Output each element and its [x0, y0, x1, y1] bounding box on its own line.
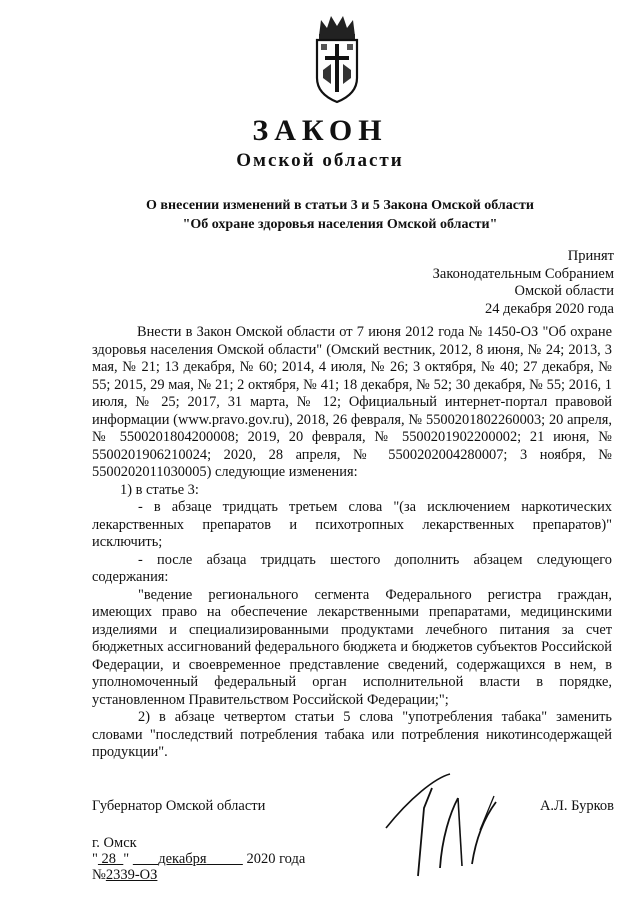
- law-body: [92, 324, 612, 762]
- body-paragraph: - после абзаца тридцать шестого дополнить абзацем следующего содержания:: [92, 551, 612, 585]
- issue-date: [92, 851, 305, 868]
- signatory-position: Губернатор Омской области: [92, 798, 266, 814]
- adoption-line2: Законодательным Собранием: [432, 265, 614, 282]
- date-quote-open: ": [92, 851, 98, 867]
- date-month: декабря: [158, 851, 207, 867]
- body-paragraph: "ведение регионального сегмента Федерального регистра граждан, имеющих право на обеспечение лекарственными препаратами, медицинскими изделиями и специализированными продуктами лечебного питания за счет бюджетных ассигнований федерального бюджета и бюджетов субъектов Российской Федерации, и своевременное представление сведений, содержащихся в нем, в уполномоченный федеральный орган исполнительной власти в порядке, установленном Правительством Российской Федерации;";: [92, 586, 612, 708]
- date-quote-close: ": [123, 851, 130, 867]
- signatory-name: А.Л. Бурков: [539, 798, 614, 814]
- adoption-date: 24 декабря 2020 года: [485, 300, 614, 317]
- adoption-line1: Принят: [567, 248, 614, 264]
- law-number: [92, 867, 157, 884]
- law-number-sign: №: [92, 867, 106, 883]
- law-number-value: 2339-ОЗ: [105, 867, 158, 883]
- body-paragraph: - в абзаце тридцать третьем слова "(за исключением наркотических лекарственных препаратов и психотропных лекарственных препаратов)" исключить;: [92, 499, 612, 550]
- body-paragraph: 2) в абзаце четвертом статьи 5 слова "употребления табака" заменить словами "последствий потребления табака или потребления никотинсодержащей продукции".: [92, 709, 612, 760]
- law-region: Омской области: [236, 150, 404, 171]
- date-year: 2020 года: [246, 851, 306, 867]
- adoption-line3: Омской области: [514, 283, 614, 299]
- law-heading: [130, 196, 550, 234]
- law-title: ЗАКОН: [252, 114, 388, 147]
- coat-of-arms-icon: [307, 12, 367, 104]
- handwritten-signature: [380, 768, 500, 878]
- law-heading-line1: О внесении изменений в статьи 3 и 5 Закона Омской области: [146, 198, 534, 213]
- body-paragraph: 1) в статье 3:: [120, 481, 199, 498]
- date-day: 28: [101, 851, 117, 867]
- adoption-block: [433, 248, 614, 318]
- issue-place: г. Омск: [92, 835, 137, 851]
- law-heading-line2: "Об охране здоровья населения Омской области": [182, 217, 498, 232]
- body-paragraph: Внести в Закон Омской области от 7 июня 2012 года № 1450-ОЗ "Об охране здоровья населения Омской области" (Омский вестник, 2012, 8 июня, № 24; 2013, 3 мая, № 21; 13 декабря, № 60; 2014, 4 июля, № 26; 3 октября, № 40; 27 декабря, № 55; 2015, 29 мая, № 21; 2 октября, № 41; 18 декабря, № 52; 30 декабря, № 55; 2016, 1 июля, № 25; 2017, 31 марта, № 12; Официальный интернет-портал правовой информации (www.pravo.gov.ru), 2018, 26 февраля, № 5500201802260003; 20 апреля, № 5500201804200008; 2019, 20 февраля, № 5500201902200002; 21 июня, № 5500201906210024; 2020, 28 апреля, № 5500202004280007; 3 ноября, № 5500202011030005) следующие изменения:: [92, 324, 612, 480]
